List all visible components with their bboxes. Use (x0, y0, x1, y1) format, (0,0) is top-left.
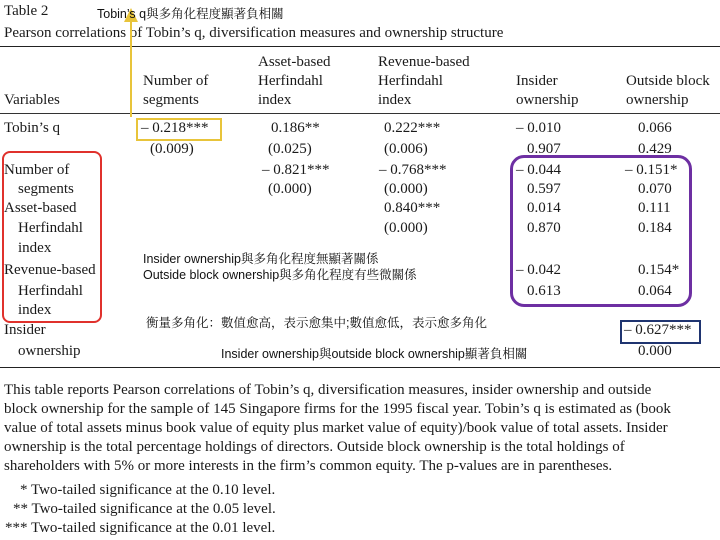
table-caption: Pearson correlations of Tobin’s q, diversification measures and ownership structure (4, 25, 504, 41)
annotation-insider: Insider ownership與多角化程度無顯著關係 (143, 252, 379, 266)
row-label-ownership: ownership (18, 343, 81, 359)
annotation-diversification: 衡量多角化：數值愈高，表示愈集中;數值愈低，表示愈多角化 (146, 316, 487, 330)
cell-q-asset-p: (0.025) (268, 141, 312, 157)
cell-q-outside: 0.066 (638, 120, 672, 136)
cell-seg-asset-p: (0.000) (268, 181, 312, 197)
row-label-index-1: index (18, 240, 52, 256)
row-label-insider: Insider (4, 322, 46, 338)
table-note-line-3: value of total assets minus book value of equity plus market value of equity)/book value of total assets. Insider (4, 420, 668, 436)
cell-insider-outside-p: 0.000 (638, 343, 672, 359)
cell-seg-outside-p: 0.070 (638, 181, 672, 197)
cell-asset-insider-p: 0.870 (527, 220, 561, 236)
row-label-segments: segments (18, 181, 74, 197)
cell-seg-outside: – 0.151* (625, 162, 678, 178)
annotation-top: Tobin’s q與多角化程度顯著負相關 (97, 7, 284, 21)
footnote-1: * Two-tailed significance at the 0.10 level. (20, 482, 276, 498)
annotation-outside-block: Outside block ownership與多角化程度有些微關係 (143, 268, 417, 282)
col-header-segments: Number of segments (143, 73, 209, 108)
cell-seg-revenue: – 0.768*** (379, 162, 447, 178)
row-label-herfindahl-2: Herfindahl (18, 283, 83, 299)
row-label-number-of: Number of (4, 162, 70, 178)
cell-asset-revenue-p: (0.000) (384, 220, 428, 236)
cell-q-segments-p: (0.009) (150, 141, 194, 157)
cell-seg-revenue-p: (0.000) (384, 181, 428, 197)
row-label-revenue-based: Revenue-based (4, 262, 96, 278)
col-header-revenue-herfindahl: Revenue-based Herfindahl index (378, 54, 470, 108)
cell-asset-outside: 0.111 (638, 200, 671, 216)
table-note-line-1: This table reports Pearson correlations of Tobin’s q, diversification measures, insider ownership and outside (4, 382, 652, 398)
cell-seg-insider-p: 0.597 (527, 181, 561, 197)
col-header-variables: Variables (4, 92, 60, 108)
col-header-asset-herfindahl: Asset-based Herfindahl index (258, 54, 331, 108)
cell-asset-outside-p: 0.184 (638, 220, 672, 236)
table-title: Table 2 (4, 3, 49, 19)
col-header-outside-block: Outside block ownership (626, 73, 710, 108)
cell-q-revenue: 0.222*** (384, 120, 441, 136)
col-header-insider: Insider ownership (516, 73, 579, 108)
cell-insider-outside: – 0.627*** (624, 322, 692, 338)
row-label-asset-based: Asset-based (4, 200, 77, 216)
footnote-3: *** Two-tailed significance at the 0.01 level. (5, 520, 276, 536)
annotation-bottom: Insider ownership與outside block ownership顯著負相關 (221, 347, 528, 361)
cell-q-outside-p: 0.429 (638, 141, 672, 157)
cell-q-segments: – 0.218*** (141, 120, 209, 136)
cell-seg-insider: – 0.044 (516, 162, 561, 178)
footnote-2: ** Two-tailed significance at the 0.05 level. (13, 501, 276, 517)
cell-revenue-insider-p: 0.613 (527, 283, 561, 299)
cell-q-asset: 0.186** (271, 120, 320, 136)
table-note-line-2: block ownership for the sample of 145 Singapore firms for the 1995 fiscal year. Tobin’s q is estimated as (book (4, 401, 671, 417)
cell-revenue-outside-p: 0.064 (638, 283, 672, 299)
cell-q-insider: – 0.010 (516, 120, 561, 136)
row-label-index-2: index (18, 302, 52, 318)
table-note-line-5: shareholders with 5% or more interests in the firm’s common equity. The p-values are in parentheses. (4, 458, 613, 474)
cell-asset-insider: 0.014 (527, 200, 561, 216)
cell-revenue-outside: 0.154* (638, 262, 680, 278)
cell-revenue-insider: – 0.042 (516, 262, 561, 278)
cell-q-revenue-p: (0.006) (384, 141, 428, 157)
cell-seg-asset: – 0.821*** (262, 162, 330, 178)
row-label-tobins-q: Tobin’s q (4, 120, 61, 136)
table-note-line-4: ownership is the total percentage holdings of directors. Outside block ownership is the total holdings of (4, 439, 625, 455)
cell-q-insider-p: 0.907 (527, 141, 561, 157)
cell-asset-revenue: 0.840*** (384, 200, 441, 216)
row-label-herfindahl-1: Herfindahl (18, 220, 83, 236)
